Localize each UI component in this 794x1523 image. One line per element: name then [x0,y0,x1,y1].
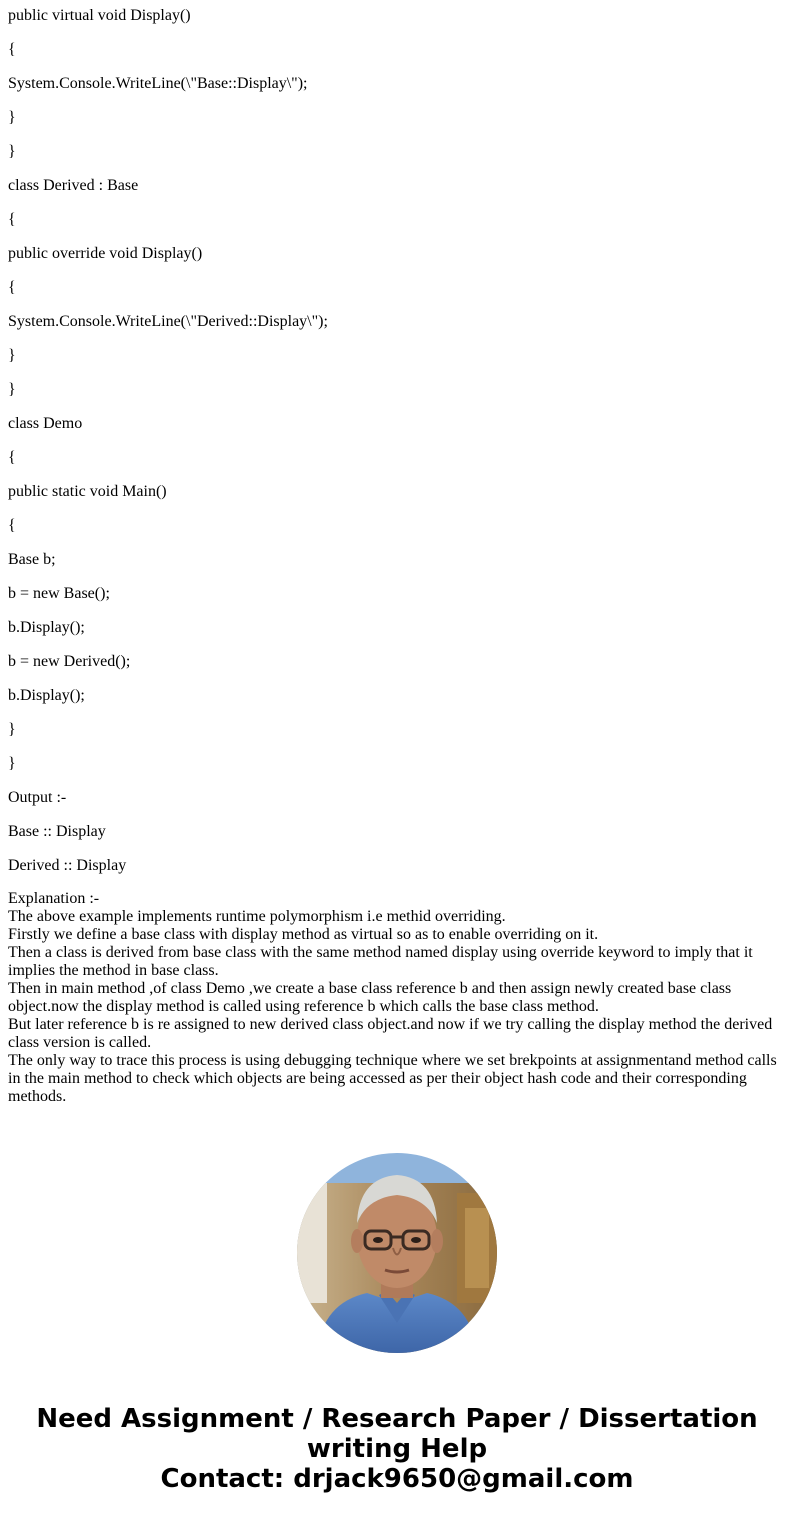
code-line: { [8,517,16,534]
explanation-heading: Explanation :- [8,890,100,907]
code-line: System.Console.WriteLine(\"Derived::Display\"); [8,313,328,330]
code-line: Base b; [8,551,56,568]
promo-line: writing Help [306,1434,488,1464]
explanation-paragraph: Firstly we define a base class with display method as virtual so as to enable overriding on it. [8,926,599,943]
code-line: } [8,755,16,772]
code-line: } [8,381,16,398]
code-line: } [8,721,16,738]
code-line: b.Display(); [8,619,85,636]
code-line: public override void Display() [8,245,203,262]
code-line: } [8,347,16,364]
code-line: public virtual void Display() [8,7,191,24]
code-line: System.Console.WriteLine(\"Base::Display\"); [8,75,308,92]
code-line: { [8,211,16,228]
code-line: { [8,279,16,296]
code-line: class Derived : Base [8,177,139,194]
code-line: { [8,41,16,58]
explanation-paragraph: The above example implements runtime polymorphism i.e methid overriding. [8,908,506,925]
code-listing [8,6,788,890]
explanation-paragraph: Then a class is derived from base class with the same method named display using override keyword to imply that it implies the method in base class. [8,944,753,979]
code-line: b = new Base(); [8,585,110,602]
code-line: } [8,143,16,160]
output-heading: Output :- [8,789,67,806]
person-portrait-icon [297,1153,497,1353]
code-line: b.Display(); [8,687,85,704]
explanation-section [8,890,783,1106]
code-line: b = new Derived(); [8,653,131,670]
promo-banner [0,1404,794,1494]
code-line: public static void Main() [8,483,167,500]
promo-line: Need Assignment / Research Paper / Dissertation [36,1404,758,1434]
author-avatar [297,1153,497,1353]
output-line: Derived :: Display [8,857,127,874]
code-line: class Demo [8,415,83,432]
output-line: Base :: Display [8,823,106,840]
code-line: { [8,449,16,466]
explanation-paragraph: The only way to trace this process is using debugging technique where we set brekpoints at assignmentand method calls in the main method to check which objects are being accessed as per their object hash code and their corresponding methods. [8,1052,777,1105]
explanation-paragraph: Then in main method ,of class Demo ,we create a base class reference b and then assign newly created base class object.now the display method is called using reference b which calls the base class method. [8,980,732,1015]
contact-email: Contact: drjack9650@gmail.com [160,1464,634,1494]
code-line: } [8,109,16,126]
explanation-paragraph: But later reference b is re assigned to new derived class object.and now if we try calling the display method the derived class version is called. [8,1016,773,1051]
